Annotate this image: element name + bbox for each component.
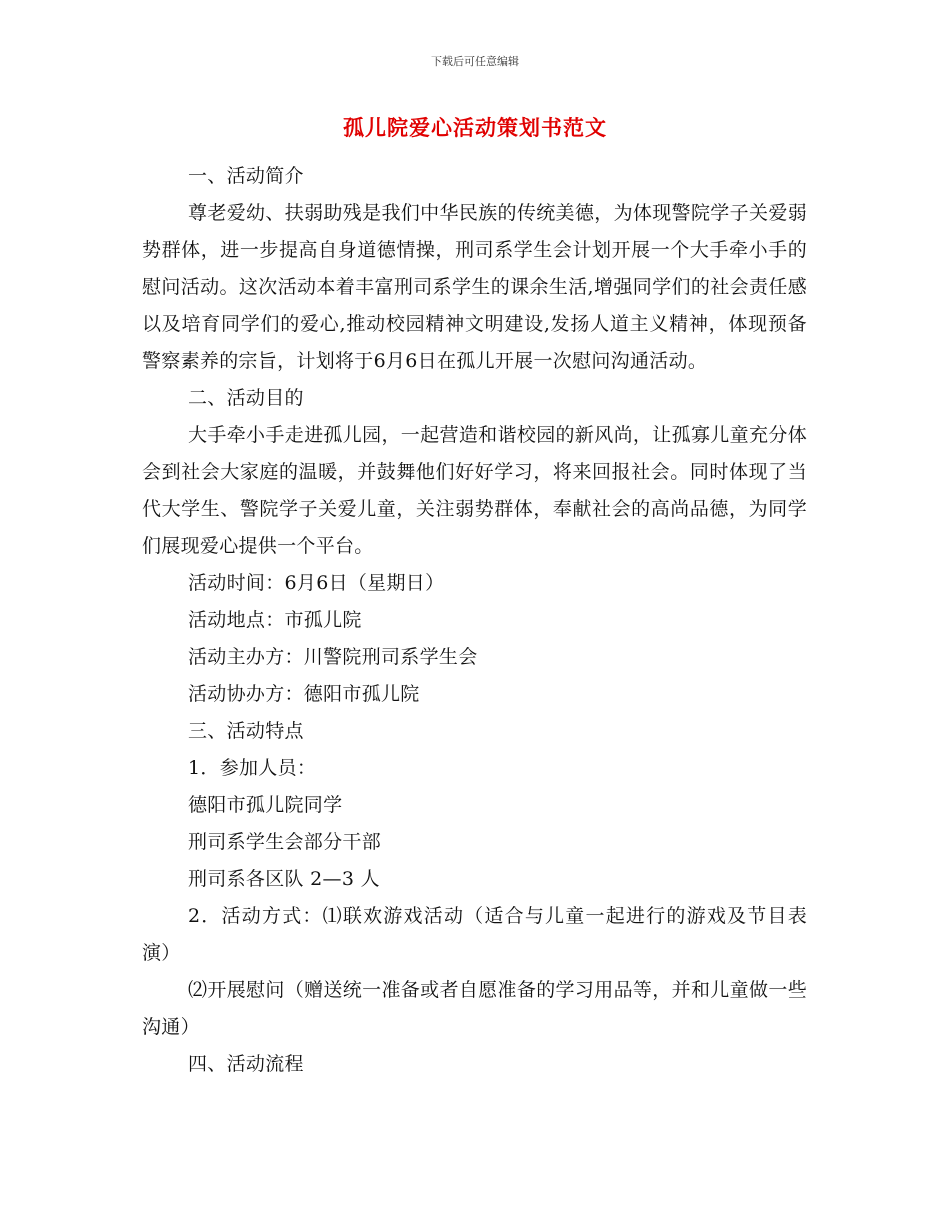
- activity-co-organizer: 活动协办方：德阳市孤儿院: [188, 683, 420, 705]
- list-item-method-2: ⑵开展慰问（赠送统一准备或者自愿准备的学习用品等，并和儿童做一些沟通）: [142, 979, 807, 1038]
- activity-time: 活动时间：6月6日（星期日）: [188, 572, 445, 594]
- list-item-participants-heading: 1．参加人员：: [188, 757, 317, 779]
- activity-location: 活动地点：市孤儿院: [188, 609, 362, 631]
- paragraph-purpose: 大手牵小手走进孤儿园，一起营造和谐校园的新风尚，让孤寡儿童充分体会到社会大家庭的温暖，并鼓舞他们好好学习，将来回报社会。同时体现了当代大学生、警院学子关爱儿童，关注弱势群体，奉献社会的高尚品德，为同学们展现爱心提供一个平台。: [142, 424, 807, 557]
- section-heading-purpose: 二、活动目的: [188, 387, 304, 409]
- list-item-method-1: 2．活动方式：⑴联欢游戏活动（适合与儿童一起进行的游戏及节目表演）: [142, 905, 807, 964]
- section-heading-features: 三、活动特点: [188, 720, 304, 742]
- activity-organizer: 活动主办方：川警院刑司系学生会: [188, 646, 478, 668]
- section-heading-process: 四、活动流程: [188, 1053, 304, 1075]
- section-heading-intro: 一、活动简介: [188, 165, 304, 187]
- document-body: [142, 158, 807, 1083]
- list-item-participant-1: 德阳市孤儿院同学: [188, 794, 343, 816]
- page-header-note: 下载后可任意编辑: [431, 55, 519, 68]
- paragraph-intro: 尊老爱幼、扶弱助残是我们中华民族的传统美德，为体现警院学子关爱弱势群体，进一步提高自身道德情操，刑司系学生会计划开展一个大手牵小手的慰问活动。这次活动本着丰富刑司系学生的课余生活,增强同学们的社会责任感以及培育同学们的爱心,推动校园精神文明建设,发扬人道主义精神，体现预备警察素养的宗旨，计划将于6月6日在孤儿开展一次慰问沟通活动。: [142, 202, 807, 372]
- list-item-participant-2: 刑司系学生会部分干部: [188, 831, 382, 853]
- document-title: 孤儿院爱心活动策划书范文: [343, 116, 607, 140]
- list-item-participant-3: 刑司系各区队 2—3 人: [188, 868, 380, 890]
